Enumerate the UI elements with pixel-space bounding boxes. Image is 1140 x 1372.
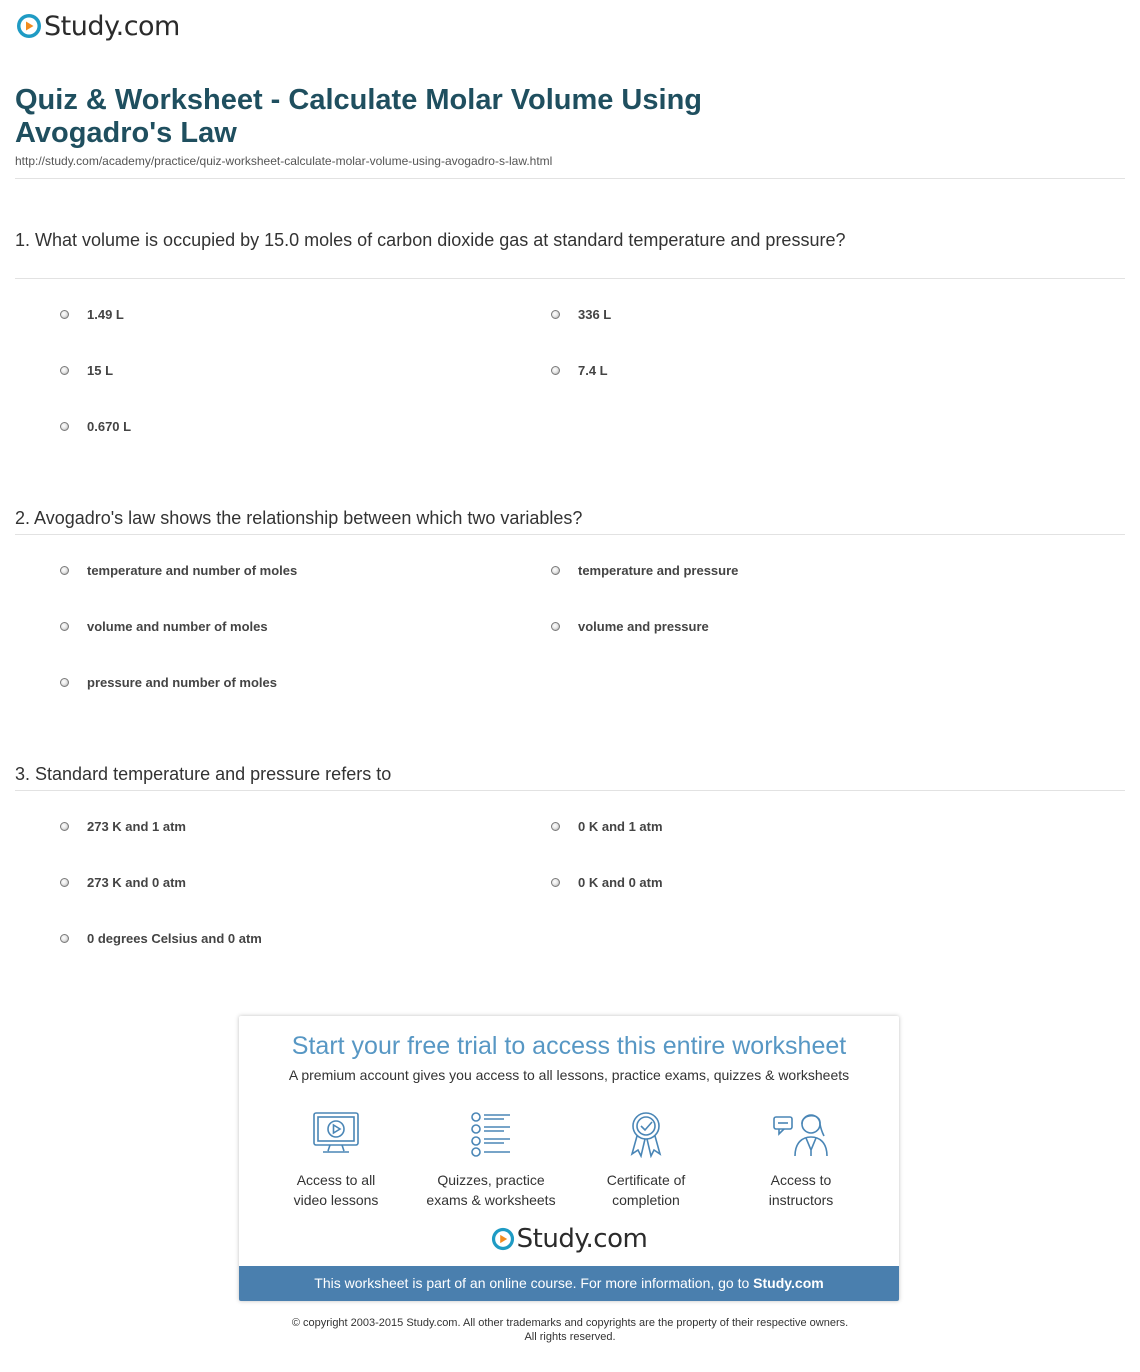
radio-button[interactable] <box>551 366 560 375</box>
radio-button[interactable] <box>551 310 560 319</box>
q3-option-a[interactable]: 273 K and 1 atm <box>60 816 186 836</box>
question-3-divider <box>15 790 1125 791</box>
question-1-divider <box>15 278 1125 279</box>
study-logo-icon <box>16 13 42 39</box>
q2-option-c[interactable]: volume and number of moles <box>60 616 268 636</box>
feature-instructors: Access to instructors <box>721 1110 881 1210</box>
page-url[interactable]: http://study.com/academy/practice/quiz-worksheet-calculate-molar-volume-using-avogadro-s-law.html <box>15 154 553 168</box>
instructor-icon <box>771 1110 831 1158</box>
question-2: 2. Avogadro's law shows the relationship between which two variables? <box>15 508 583 528</box>
q1-option-d[interactable]: 7.4 L <box>551 360 608 380</box>
certificate-icon <box>621 1110 671 1158</box>
free-trial-promo <box>239 1016 899 1301</box>
question-1: 1. What volume is occupied by 15.0 moles of carbon dioxide gas at standard temperature and pressure? <box>15 230 846 250</box>
q2-option-b[interactable]: temperature and pressure <box>551 560 738 580</box>
q1-option-b[interactable]: 336 L <box>551 304 611 324</box>
feature-certificate: Certificate of completion <box>566 1110 726 1210</box>
copyright: © copyright 2003-2015 Study.com. All other trademarks and copyrights are the property of their respective owners. All rights reserved. <box>291 1317 849 1343</box>
radio-button[interactable] <box>60 310 69 319</box>
q3-option-e[interactable]: 0 degrees Celsius and 0 atm <box>60 928 262 948</box>
q2-option-d[interactable]: volume and pressure <box>551 616 709 636</box>
study-link[interactable]: Study.com <box>753 1275 824 1291</box>
q3-option-c[interactable]: 273 K and 0 atm <box>60 872 186 892</box>
radio-button[interactable] <box>60 366 69 375</box>
q3-option-d[interactable]: 0 K and 0 atm <box>551 872 663 892</box>
page-title: Quiz & Worksheet - Calculate Molar Volume Using Avogadro's Law <box>15 84 702 149</box>
header-divider <box>15 178 1125 179</box>
radio-button[interactable] <box>551 878 560 887</box>
question-3: 3. Standard temperature and pressure refers to <box>15 764 392 784</box>
logo-wordmark: Study.com <box>516 1224 648 1254</box>
radio-button[interactable] <box>60 622 69 631</box>
radio-button[interactable] <box>60 822 69 831</box>
radio-button[interactable] <box>60 422 69 431</box>
q1-option-a[interactable]: 1.49 L <box>60 304 124 324</box>
promo-study-logo[interactable] <box>239 1224 899 1254</box>
feature-video-lessons: Access to all video lessons <box>256 1110 416 1210</box>
logo-wordmark: Study.com <box>44 10 180 42</box>
radio-button[interactable] <box>60 566 69 575</box>
study-logo-icon <box>491 1227 515 1251</box>
radio-button[interactable] <box>551 822 560 831</box>
q2-option-a[interactable]: temperature and number of moles <box>60 560 297 580</box>
q1-option-e[interactable]: 0.670 L <box>60 416 131 436</box>
feature-quizzes: Quizzes, practice exams & worksheets <box>411 1110 571 1210</box>
radio-button[interactable] <box>551 622 560 631</box>
study-logo[interactable] <box>16 8 180 44</box>
q1-option-c[interactable]: 15 L <box>60 360 113 380</box>
video-lesson-icon <box>311 1110 361 1158</box>
q2-option-e[interactable]: pressure and number of moles <box>60 672 277 692</box>
radio-button[interactable] <box>551 566 560 575</box>
promo-title[interactable]: Start your free trial to access this entire worksheet <box>291 1032 847 1060</box>
radio-button[interactable] <box>60 878 69 887</box>
radio-button[interactable] <box>60 934 69 943</box>
course-info-banner[interactable]: This worksheet is part of an online course. For more information, go to Study.com <box>239 1266 899 1301</box>
q3-option-b[interactable]: 0 K and 1 atm <box>551 816 663 836</box>
promo-subtitle: A premium account gives you access to all lessons, practice exams, quizzes & worksheets <box>288 1067 850 1083</box>
quiz-list-icon <box>466 1110 516 1158</box>
question-2-divider <box>15 534 1125 535</box>
radio-button[interactable] <box>60 678 69 687</box>
